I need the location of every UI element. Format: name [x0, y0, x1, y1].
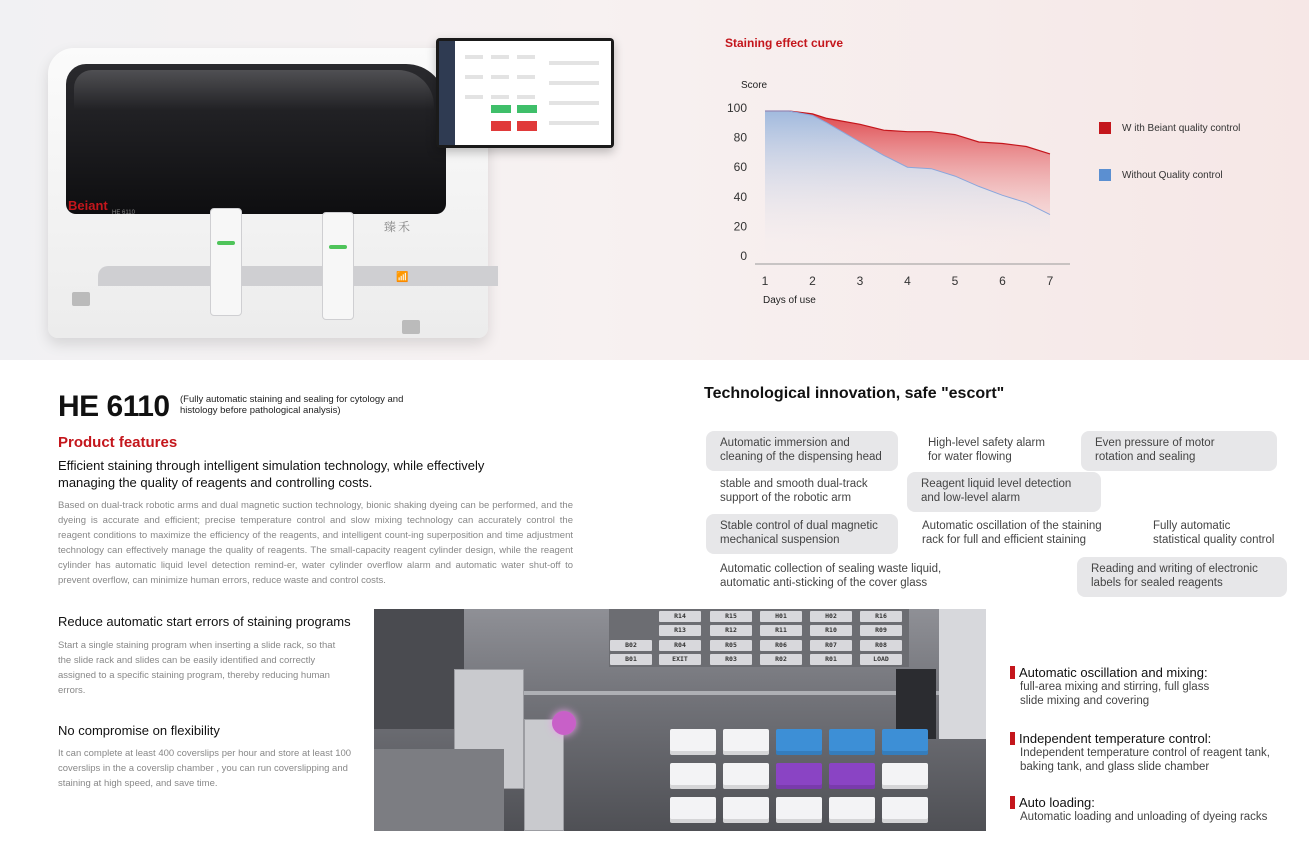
legend-label: Without Quality control	[1122, 169, 1223, 181]
feature-marker	[1010, 666, 1015, 679]
reagent-well	[882, 797, 928, 823]
x-tick-label: 1	[761, 274, 769, 288]
feature-auto-loading	[1010, 795, 1300, 824]
reagent-well	[723, 763, 769, 789]
feature-temperature	[1010, 731, 1300, 774]
brand-logo: Beiant	[68, 198, 108, 213]
machine-model-label: HE 6110	[112, 210, 135, 216]
x-tick-label: 7	[1046, 274, 1054, 288]
feature-title: Automatic oscillation and mixing:	[1019, 665, 1208, 680]
touch-screen	[436, 38, 614, 148]
machine-foot	[72, 292, 90, 306]
feature-marker	[1010, 796, 1015, 809]
chart-title: Staining effect curve	[725, 36, 844, 50]
x-tick-label: 4	[904, 274, 911, 288]
reagent-key: R16	[860, 611, 902, 622]
feature-marker	[1010, 732, 1015, 745]
innovation-item: Reagent liquid level detection and low-level alarm	[907, 472, 1101, 512]
staining-effect-chart	[720, 70, 1280, 320]
innovation-item: Automatic oscillation of the staining rack for full and efficient staining	[922, 520, 1102, 546]
legend-label: W ith Beiant quality control	[1122, 122, 1241, 134]
reagent-key: R15	[710, 611, 752, 622]
status-led	[217, 241, 235, 245]
wifi-icon: 📶	[396, 272, 409, 283]
reagent-key: R04	[659, 640, 701, 651]
reagent-well	[776, 763, 822, 789]
y-tick-label: 100	[726, 101, 747, 115]
features-lead: Efficient staining through intelligent simulation technology, while effectively managing the quality of reagents and controlling costs.	[58, 458, 485, 490]
base-block	[374, 749, 504, 831]
reagent-key: B01	[610, 654, 652, 665]
reagent-key: R07	[810, 640, 852, 651]
section-body: It can complete at least 400 coverslips per hour and store at least 100 coverslips in the a coverslip chamber , you can run coverslipping and staining at high speed, and save time.	[58, 748, 352, 789]
y-tick-label: 60	[733, 160, 747, 175]
reagent-key: R02	[760, 654, 802, 665]
innovation-item: Stable control of dual magnetic mechanical suspension	[706, 514, 898, 554]
reagent-key: R09	[860, 625, 902, 636]
innovation-item: Reading and writing of electronic labels for sealed reagents	[1077, 557, 1287, 597]
reagent-well	[829, 797, 875, 823]
features-body: Based on dual-track robotic arms and dual magnetic suction technology, bionic shaking dyeing can be performed, and the dyeing is accurate and efficient; precise temperature control and slow mixing technology can accurately control the reagent conditions to maximize the efficiency of the reagents, and intelligent count-ing superposition and time adjustment technology can effectively manage the quality of reagents. The small-capacity reagent cylinder design, while the reagent cylinder has automatic liquid level detection remind-er, water cylinder overflow alarm and automatic water shut-off to prevent overflow, can minimize human errors, reduce waste and control costs.	[58, 500, 573, 586]
reagent-well	[670, 729, 716, 755]
y-tick-label: 0	[740, 249, 747, 263]
staining-machine-illustration	[40, 30, 640, 350]
reagent-well	[723, 797, 769, 823]
machine-interior-photo	[374, 609, 986, 831]
x-tick-label: 3	[856, 274, 864, 288]
reagent-key: R14	[659, 611, 701, 622]
x-axis-label: Days of use	[763, 295, 816, 306]
y-tick-label: 20	[733, 219, 747, 234]
feature-oscillation	[1010, 665, 1300, 708]
reagent-key: R05	[710, 640, 752, 651]
brand-mark: 臻禾	[384, 220, 413, 234]
innovation-heading: Technological innovation, safe "escort"	[704, 385, 1005, 402]
machine-lid	[66, 64, 446, 214]
innovation-item: Automatic immersion and cleaning of the dispensing head	[706, 431, 898, 471]
innovation-item: stable and smooth dual-track support of the robotic arm	[720, 478, 868, 504]
status-led	[329, 245, 347, 249]
screen-sidebar	[439, 41, 455, 145]
feature-title: Auto loading:	[1019, 795, 1095, 810]
x-tick-label: 2	[809, 274, 816, 288]
x-tick-label: 6	[999, 274, 1006, 288]
side-wall	[939, 609, 986, 739]
model-subtitle: (Fully automatic staining and sealing for cytology and histology before pathological analysis)	[180, 394, 404, 416]
feature-title: Independent temperature control:	[1019, 731, 1212, 746]
machine-foot	[402, 320, 420, 334]
innovation-item: Fully automatic statistical quality control	[1153, 520, 1275, 546]
reagent-key: R01	[810, 654, 852, 665]
reagent-well	[670, 797, 716, 823]
innovation-item: High-level safety alarm for water flowing	[928, 437, 1045, 463]
innovation-item: Automatic collection of sealing waste liquid, automatic anti-sticking of the cover glass	[720, 563, 942, 589]
reagent-key: R11	[760, 625, 802, 636]
y-tick-label: 40	[733, 189, 747, 204]
reagent-well	[882, 729, 928, 755]
section-heading: No compromise on flexibility	[58, 723, 220, 738]
dispensing-head	[552, 711, 576, 735]
machine-door-left	[210, 208, 242, 316]
features-heading: Product features	[58, 434, 178, 451]
reagent-key: R06	[760, 640, 802, 651]
reagent-well	[829, 763, 875, 789]
reagent-key: LOAD	[860, 654, 902, 665]
machine-body	[48, 48, 488, 338]
legend-swatch	[1099, 122, 1111, 134]
x-tick-label: 5	[951, 274, 959, 288]
legend-item	[1099, 122, 1240, 134]
section-heading: Reduce automatic start errors of staining programs	[58, 614, 351, 629]
section-body: Start a single staining program when inserting a slide rack, so that the slide rack and slides can be easily identified and correctly assigned to a specific staining program, thereby reducing human errors.	[58, 640, 336, 696]
innovation-item: Even pressure of motor rotation and sealing	[1081, 431, 1277, 471]
reagent-key: EXIT	[659, 654, 701, 665]
robotic-arm	[524, 719, 564, 831]
legend-item	[1099, 169, 1223, 181]
reagent-well	[776, 729, 822, 755]
reagent-key: R12	[710, 625, 752, 636]
y-axis-label: Score	[741, 80, 768, 91]
feature-body: full-area mixing and stirring, full glass slide mixing and covering	[1020, 681, 1210, 707]
reagent-key: H01	[760, 611, 802, 622]
model-title: HE 6110	[58, 390, 170, 423]
reagent-well	[829, 729, 875, 755]
reagent-well	[776, 797, 822, 823]
reagent-key: R13	[659, 625, 701, 636]
feature-body: Automatic loading and unloading of dyeing racks	[1020, 811, 1268, 823]
feature-body: Independent temperature control of reagent tank, baking tank, and glass slide chamber	[1020, 747, 1270, 773]
reagent-key: B02	[610, 640, 652, 651]
reagent-well	[670, 763, 716, 789]
machine-band	[98, 266, 498, 286]
reagent-key: R03	[710, 654, 752, 665]
reagent-key: H02	[810, 611, 852, 622]
legend-swatch	[1099, 169, 1111, 181]
hero-banner	[0, 0, 1309, 360]
arm-housing	[374, 609, 464, 729]
reagent-well	[882, 763, 928, 789]
y-tick-label: 80	[733, 130, 747, 145]
machine-door-right	[322, 212, 354, 320]
reagent-well	[723, 729, 769, 755]
reagent-key: R08	[860, 640, 902, 651]
reagent-key: R10	[810, 625, 852, 636]
